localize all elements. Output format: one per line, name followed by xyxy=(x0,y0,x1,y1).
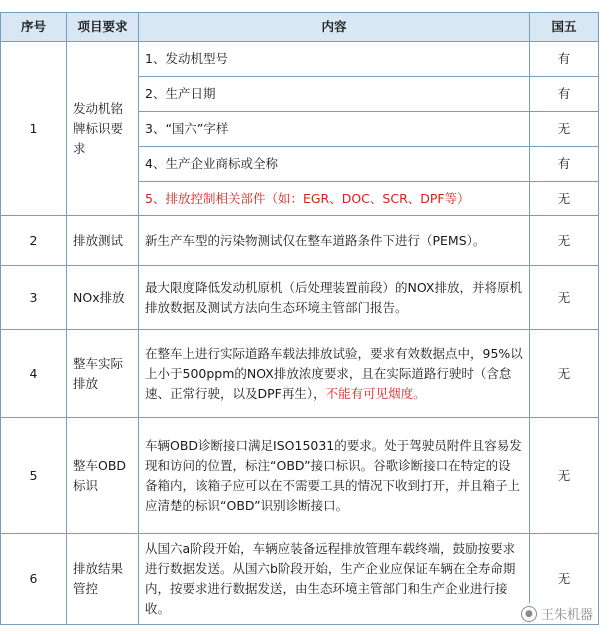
row2-num: 2 xyxy=(0,215,67,266)
row2-guo5: 无 xyxy=(529,215,599,266)
watermark-text: 王朱机器 xyxy=(540,608,593,623)
row1-sub5-guo5: 无 xyxy=(529,181,599,216)
row4-content-text: 在整车上进行实际道路车载法排放试验，要求有效数据点中，95%以上小于500ppm的NOX排放浓度要求，且在实际道路行驶时（含怠速、正常行驶，以及DPF再生）， xyxy=(145,345,523,401)
row1-sub3-guo5: 无 xyxy=(529,111,599,147)
row5-guo5: 无 xyxy=(529,417,599,534)
row3-content: 最大限度降低发动机原机（后处理装置前段）的NOX排放，并将原机排放数据及测试方法向生态环境主管部门报告。 xyxy=(138,265,530,330)
header-guo5: 国五 xyxy=(529,12,599,42)
row1-sub1-guo5: 有 xyxy=(529,41,599,77)
row3-num: 3 xyxy=(0,265,67,330)
row4-content-red: 不能有可见烟度。 xyxy=(325,385,426,401)
row1-sub3: 3、“国六”字样 xyxy=(138,111,530,147)
watermark-icon: ● xyxy=(521,606,537,622)
row1-sub4-guo5: 有 xyxy=(529,146,599,182)
row6-guo5: 无 xyxy=(529,533,599,625)
row4-guo5: 无 xyxy=(529,329,599,418)
row4-item: 整车实际排放 xyxy=(66,329,139,418)
row5-num: 5 xyxy=(0,417,67,534)
row2-content: 新生产车型的污染物测试仅在整车道路条件下进行（PEMS）。 xyxy=(138,215,530,266)
watermark xyxy=(518,603,596,624)
header-num: 序号 xyxy=(0,12,67,42)
row6-num: 6 xyxy=(0,533,67,625)
row4-num: 4 xyxy=(0,329,67,418)
row1-item: 发动机铭牌标识要求 xyxy=(66,41,139,216)
row1-sub1: 1、发动机型号 xyxy=(138,41,530,77)
row1-sub2: 2、生产日期 xyxy=(138,76,530,112)
row6-item: 排放结果管控 xyxy=(66,533,139,625)
row1-sub5: 5、排放控制相关部件（如：EGR、DOC、SCR、DPF等） xyxy=(138,181,530,216)
row3-guo5: 无 xyxy=(529,265,599,330)
row5-content: 车辆OBD诊断接口满足ISO15031的要求。处于驾驶员附件且容易发现和访问的位置，标注“OBD”接口标识。谷歌诊断接口在特定的设备箱内，该箱子应可以在不需要工具的情况下收到打开，并且箱子上应清楚的标识“OBD”识别诊断接口。 xyxy=(138,417,530,534)
row1-sub4: 4、生产企业商标或全称 xyxy=(138,146,530,182)
row5-item: 整车OBD标识 xyxy=(66,417,139,534)
header-item: 项目要求 xyxy=(66,12,139,42)
row3-item: NOx排放 xyxy=(66,265,139,330)
row1-sub2-guo5: 有 xyxy=(529,76,599,112)
row1-num: 1 xyxy=(0,41,67,216)
row4-content xyxy=(138,329,530,418)
row2-item: 排放测试 xyxy=(66,215,139,266)
header-content: 内容 xyxy=(138,12,530,42)
row6-content: 从国六a阶段开始，车辆应装备远程排放管理车载终端，鼓励按要求进行数据发送。从国六b阶段开始，生产企业应保证车辆在全寿命期内，按要求进行数据发送，由生态环境主管部门和生产企业进行接收。 xyxy=(138,533,530,625)
